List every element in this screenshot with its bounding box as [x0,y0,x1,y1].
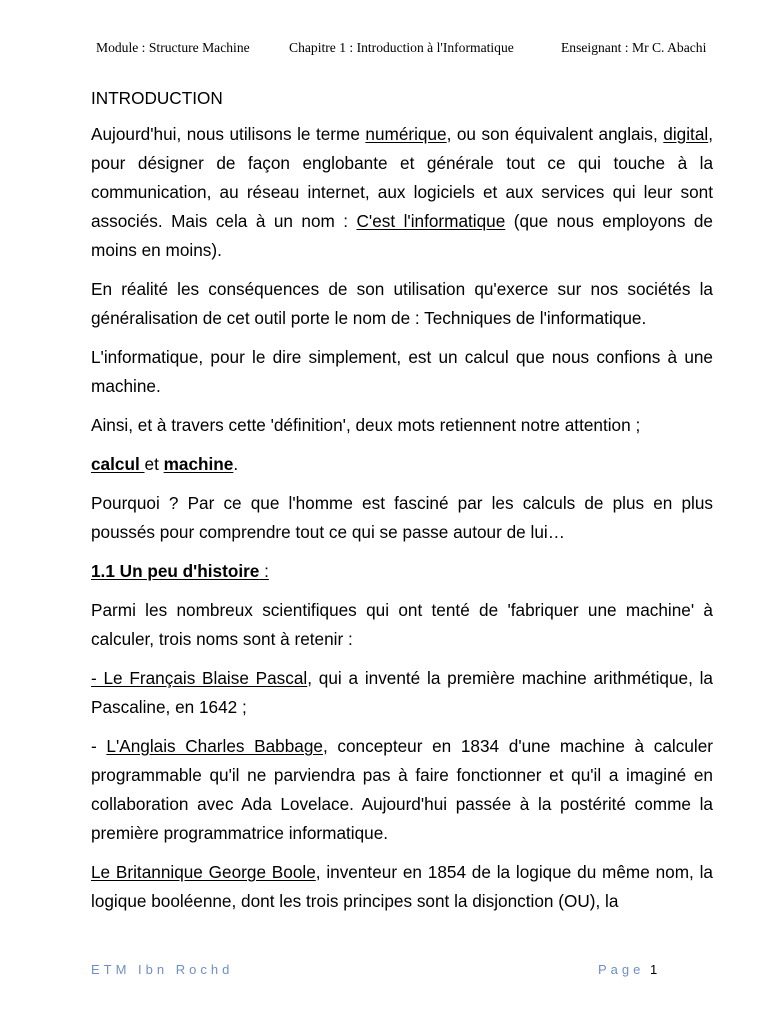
term-numerique: numérique [365,124,447,144]
term-digital: digital [663,124,709,144]
paragraph-10 [91,858,713,916]
p8-text: , qui a inventé la première machine arithmétique, la Pascaline, en 1642 ; [91,668,713,717]
footer-page-number: 1 [650,962,658,977]
p1-text-c: , pour désigner de façon englobante et générale tout ce qui touche à la communication, au réseau internet, aux logiciels et aux services qui leur sont associés. Mais cela à un nom : [91,124,713,231]
paragraph-3: L'informatique, pour le dire simplement, est un calcul que nous confions à une machine. [91,347,713,396]
page-body [91,84,713,926]
paragraph-7: Parmi les nombreux scientifiques qui ont tenté de 'fabriquer une machine' à calculer, trois noms sont à retenir : [91,600,713,649]
name-charles-babbage: L'Anglais Charles Babbage [106,736,323,756]
p1-text-b: , ou son équivalent anglais, [446,124,664,144]
paragraph-5 [91,450,713,479]
paragraph-1 [91,120,713,265]
paragraph-9 [91,732,713,848]
name-blaise-pascal: - Le Français Blaise Pascal [91,668,308,688]
page-header [0,40,768,60]
header-module: Module : Structure Machine [96,40,250,55]
paragraph-8 [91,664,713,722]
p10-text: , inventeur en 1854 de la logique du même nom, la logique booléenne, dont les trois principes sont la disjonction (OU), la [91,862,713,911]
p5-text-end: . [233,454,239,474]
keyword-machine: machine [163,454,234,474]
footer-school: ETM Ibn Rochd [91,962,234,977]
header-chapter: Chapitre 1 : Introduction à l'Informatique [289,40,514,55]
paragraph-6: Pourquoi ? Par ce que l'homme est fasciné par les calculs de plus en plus poussés pour comprendre tout ce qui se passe autour de lui… [91,493,713,542]
header-teacher: Enseignant : Mr C. Abachi [561,40,707,55]
intro-heading: INTRODUCTION [91,88,223,108]
p9-prefix: - [91,736,107,756]
section-title: 1.1 Un peu d'histoire [91,561,260,581]
term-informatique: C'est l'informatique [356,211,506,231]
footer-page [598,962,657,977]
paragraph-4: Ainsi, et à travers cette 'définition', deux mots retiennent notre attention ; [91,415,641,435]
p9-text: , concepteur en 1834 d'une machine à calculer programmable qu'il ne parviendra pas à faire fonctionner et qu'il a imaginé en collaboration avec Ada Lovelace. Aujourd'hui passée à la postérité comme la première programmatrice informatique. [91,736,713,843]
section-suffix: : [259,561,269,581]
name-george-boole: Le Britannique George Boole [91,862,316,882]
footer-page-label: Page [598,962,645,977]
section-heading [91,557,713,586]
p5-text-mid: et [144,454,164,474]
paragraph-2: En réalité les conséquences de son utilisation qu'exerce sur nos sociétés la généralisation de cet outil porte le nom de : Techniques de l'informatique. [91,279,713,328]
p1-text-a: Aujourd'hui, nous utilisons le terme [91,124,366,144]
keyword-calcul: calcul [91,454,145,474]
p1-text-d: (que nous employons de moins en moins). [91,211,713,260]
